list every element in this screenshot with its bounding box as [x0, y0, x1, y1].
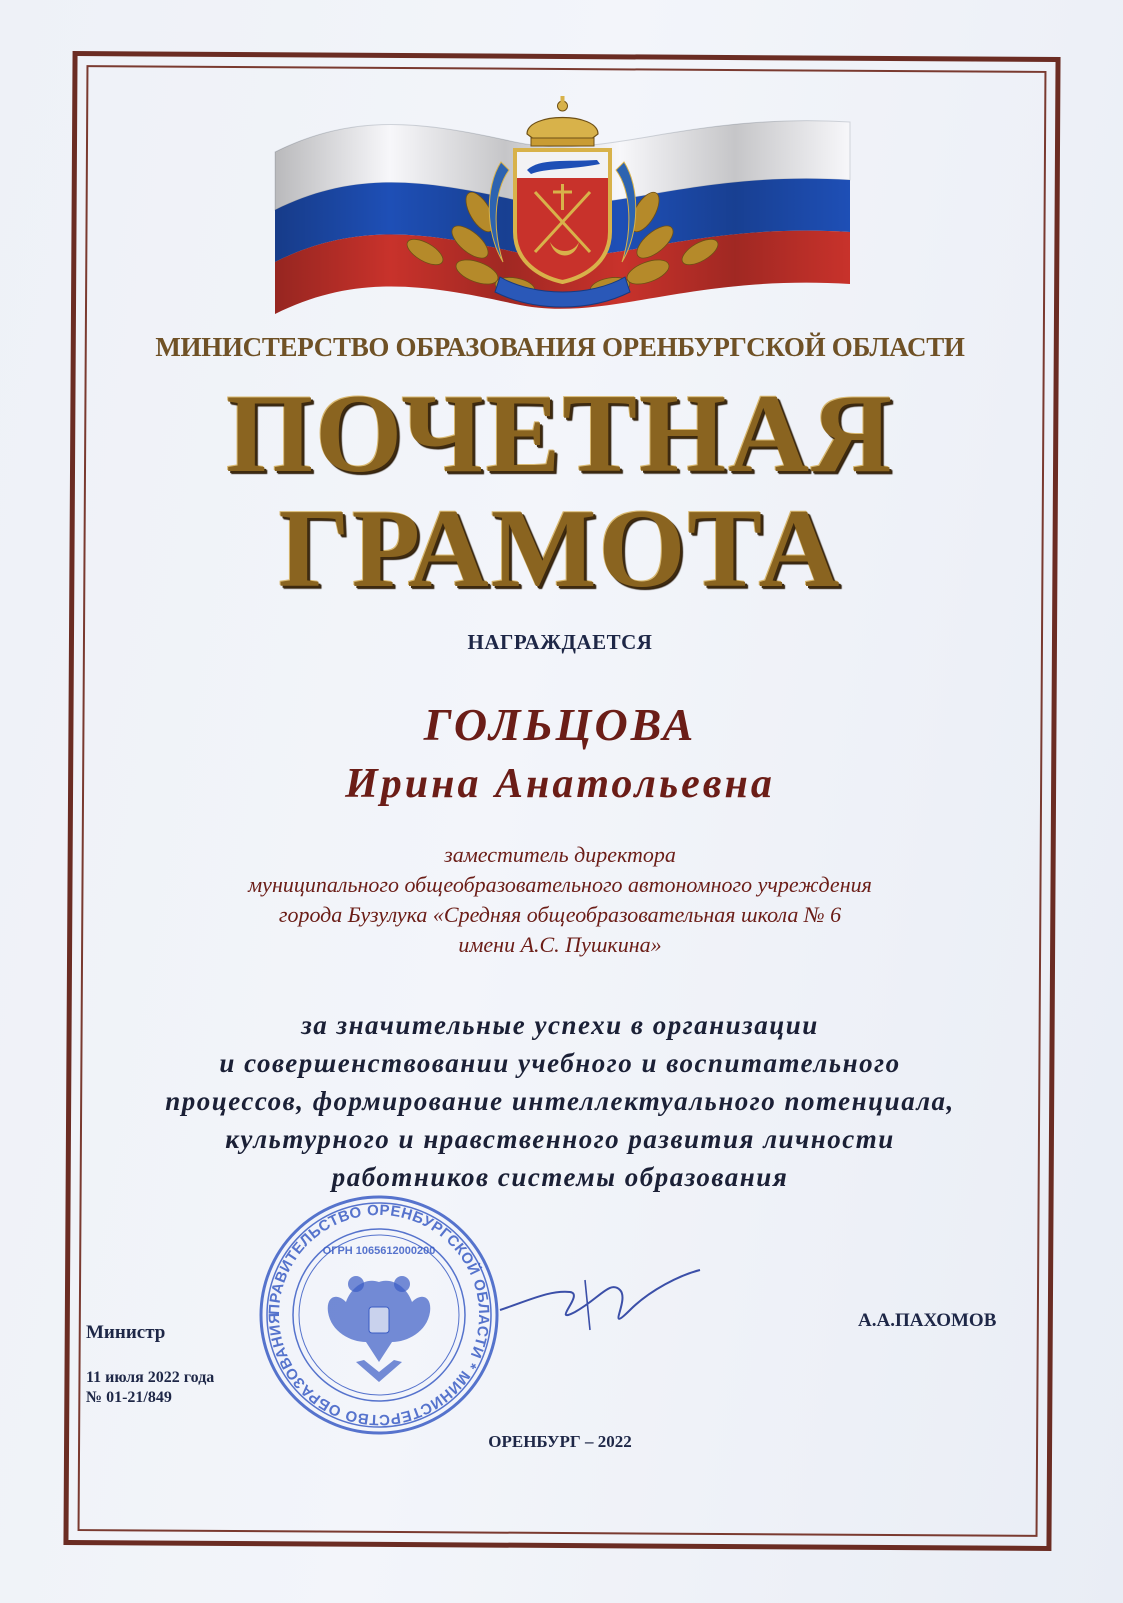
recipient-surname: ГОЛЬЦОВА — [423, 699, 697, 750]
reason-line: процессов, формирование интеллектуального потенциала, — [165, 1086, 955, 1116]
recipient-position — [140, 840, 980, 960]
ministry-heading: МИНИСТЕРСТВО ОБРАЗОВАНИЯ ОРЕНБУРГСКОЙ ОБЛАСТИ — [155, 332, 965, 362]
reason-line: культурного и нравственного развития личности — [225, 1124, 895, 1154]
signatory-name: А.А.ПАХОМОВ — [858, 1310, 997, 1331]
issue-date: 11 июля 2022 года — [86, 1369, 215, 1386]
awarded-label: НАГРАЖДАЕТСЯ — [467, 630, 653, 654]
position-line: муниципального общеобразовательного автономного учреждения — [248, 872, 872, 897]
position-line: заместитель директора — [444, 842, 676, 867]
place-year: ОРЕНБУРГ – 2022 — [488, 1432, 632, 1451]
seal-ogrn: ОГРН 1065612000200 — [322, 1245, 436, 1257]
title-line-2: ГРАМОТА — [278, 487, 842, 611]
recipient-given-names: Ирина Анатольевна — [345, 761, 775, 807]
title-line-1: ПОЧЕТНАЯ — [226, 372, 894, 496]
reason-line: и совершенствовании учебного и воспитательного — [219, 1048, 901, 1078]
signatory-title: Министр — [86, 1322, 166, 1343]
flag-coat-of-arms-icon — [265, 92, 860, 314]
document-number: № 01-21/849 — [86, 1389, 172, 1406]
issue-date-number — [86, 1368, 214, 1408]
seal-ring-text: ПРАВИТЕЛЬСТВО ОРЕНБУРГСКОЙ ОБЛАСТИ * МИНИСТЕРСТВО ОБРАЗОВАНИЯ — [265, 1201, 493, 1429]
reason-line: за значительные успехи в организации — [301, 1010, 819, 1040]
position-line: имени А.С. Пушкина» — [458, 932, 662, 957]
ministry-seal-icon — [256, 1192, 502, 1438]
signature-icon — [490, 1250, 710, 1340]
position-line: города Бузулука «Средняя общеобразовательная школа № 6 — [278, 902, 842, 927]
award-reason — [90, 1006, 1030, 1196]
reason-line: работников системы образования — [331, 1162, 789, 1192]
